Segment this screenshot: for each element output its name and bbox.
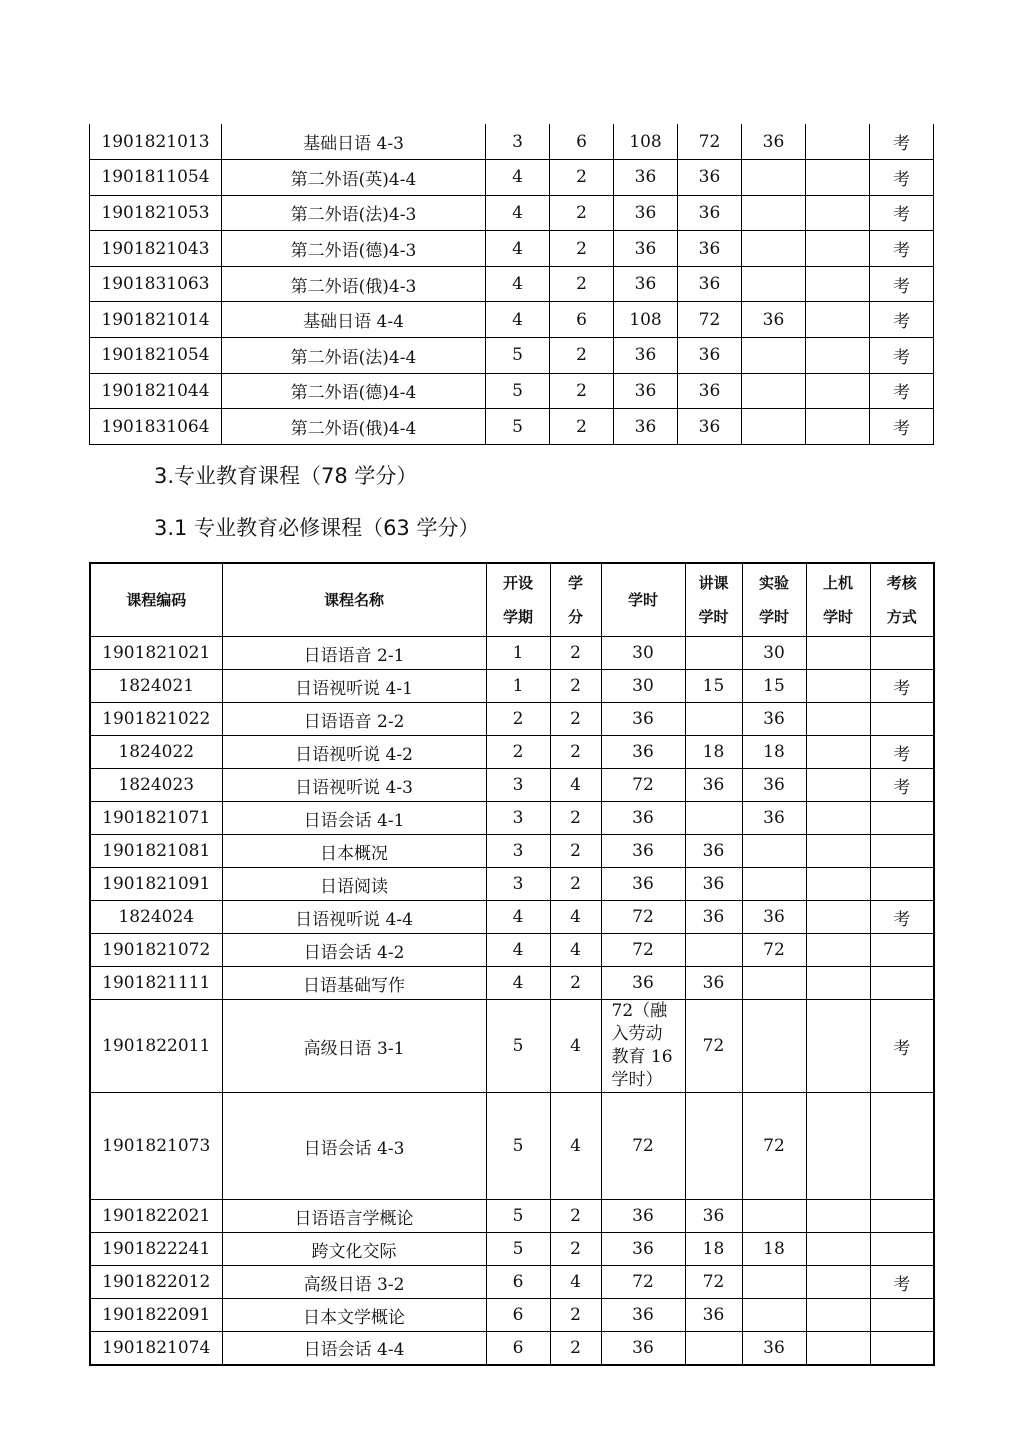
table-row <box>90 868 934 901</box>
cell-credits: 2 <box>550 703 601 736</box>
cell-semester: 5 <box>486 1233 550 1266</box>
cell-lab-hours <box>742 1299 806 1332</box>
cell-assessment: 考 <box>870 1266 934 1299</box>
cell-hours: 36 <box>614 266 678 302</box>
cell-course-code: 1901821071 <box>90 802 222 835</box>
cell-course-name: 第二外语(法)4-4 <box>222 338 486 374</box>
cell-lecture-hours: 36 <box>678 160 742 196</box>
cell-credits: 2 <box>550 736 601 769</box>
cell-course-code: 1901821073 <box>90 1093 222 1200</box>
cell-lab-hours: 18 <box>742 736 806 769</box>
cell-hours: 36 <box>614 160 678 196</box>
cell-course-name: 日语会话 4-4 <box>222 1332 486 1365</box>
cell-computer-hours <box>806 1000 870 1093</box>
cell-credits: 6 <box>550 302 614 338</box>
cell-course-code: 1901821054 <box>90 338 222 374</box>
table-row <box>90 1093 934 1200</box>
cell-computer-hours <box>806 160 870 196</box>
cell-semester: 5 <box>486 338 550 374</box>
cell-hours: 108 <box>614 302 678 338</box>
cell-lecture-hours: 18 <box>685 736 742 769</box>
cell-assessment <box>870 868 934 901</box>
cell-hours: 36 <box>614 373 678 409</box>
cell-computer-hours <box>806 231 870 267</box>
cell-computer-hours <box>806 338 870 374</box>
cell-hours: 30 <box>601 670 685 703</box>
cell-computer-hours <box>806 1266 870 1299</box>
cell-credits: 2 <box>550 373 614 409</box>
cell-course-name: 高级日语 3-1 <box>222 1000 486 1093</box>
cell-lecture-hours: 36 <box>678 231 742 267</box>
cell-course-code: 1901822011 <box>90 1000 222 1093</box>
cell-course-name: 日语视听说 4-2 <box>222 736 486 769</box>
cell-lecture-hours <box>685 637 742 670</box>
cell-computer-hours <box>806 195 870 231</box>
cell-computer-hours <box>806 302 870 338</box>
cell-assessment <box>870 1299 934 1332</box>
cell-assessment: 考 <box>870 231 934 267</box>
cell-course-name: 第二外语(法)4-3 <box>222 195 486 231</box>
cell-computer-hours <box>806 1332 870 1365</box>
cell-course-code: 1901821014 <box>90 302 222 338</box>
cell-semester: 5 <box>486 1000 550 1093</box>
cell-credits: 2 <box>550 868 601 901</box>
cell-course-name: 日语会话 4-3 <box>222 1093 486 1200</box>
cell-computer-hours <box>806 736 870 769</box>
cell-course-name: 日语语言学概论 <box>222 1200 486 1233</box>
cell-lab-hours <box>742 1200 806 1233</box>
cell-hours: 72 <box>601 769 685 802</box>
cell-lab-hours <box>742 160 806 196</box>
cell-computer-hours <box>806 868 870 901</box>
table-row <box>90 769 934 802</box>
header-hours: 学时 <box>601 563 685 637</box>
cell-assessment <box>870 835 934 868</box>
cell-course-code: 1901831064 <box>90 409 222 445</box>
cell-lecture-hours <box>685 802 742 835</box>
cell-credits: 2 <box>550 160 614 196</box>
cell-assessment: 考 <box>870 338 934 374</box>
cell-computer-hours <box>806 835 870 868</box>
cell-computer-hours <box>806 769 870 802</box>
cell-semester: 3 <box>486 802 550 835</box>
cell-course-name: 第二外语(德)4-4 <box>222 373 486 409</box>
cell-assessment: 考 <box>870 195 934 231</box>
cell-credits: 4 <box>550 1266 601 1299</box>
cell-lecture-hours: 36 <box>685 769 742 802</box>
cell-credits: 2 <box>550 637 601 670</box>
cell-semester: 4 <box>486 195 550 231</box>
cell-semester: 5 <box>486 373 550 409</box>
cell-hours: 36 <box>601 802 685 835</box>
table-row <box>90 231 934 267</box>
cell-credits: 4 <box>550 1093 601 1200</box>
cell-hours: 36 <box>601 1200 685 1233</box>
cell-semester: 6 <box>486 1332 550 1365</box>
cell-lecture-hours <box>685 703 742 736</box>
cell-hours: 36 <box>601 1299 685 1332</box>
cell-lab-hours <box>742 868 806 901</box>
cell-lecture-hours: 36 <box>678 409 742 445</box>
cell-lecture-hours: 72 <box>685 1000 742 1093</box>
cell-assessment <box>870 1093 934 1200</box>
header-credits: 学分 <box>550 563 601 637</box>
cell-semester: 3 <box>486 835 550 868</box>
cell-lab-hours: 36 <box>742 1332 806 1365</box>
cell-assessment <box>870 637 934 670</box>
cell-lecture-hours: 36 <box>678 266 742 302</box>
cell-assessment <box>870 703 934 736</box>
cell-assessment: 考 <box>870 769 934 802</box>
cell-assessment: 考 <box>870 901 934 934</box>
cell-credits: 4 <box>550 934 601 967</box>
header-lab-hours: 实验学时 <box>742 563 806 637</box>
cell-credits: 2 <box>550 409 614 445</box>
cell-credits: 4 <box>550 1000 601 1093</box>
cell-course-code: 1901822012 <box>90 1266 222 1299</box>
cell-lab-hours <box>742 195 806 231</box>
cell-credits: 4 <box>550 901 601 934</box>
header-semester: 开设学期 <box>486 563 550 637</box>
cell-computer-hours <box>806 1299 870 1332</box>
cell-semester: 5 <box>486 1200 550 1233</box>
cell-course-code: 1901821022 <box>90 703 222 736</box>
cell-lecture-hours <box>685 1093 742 1200</box>
cell-credits: 2 <box>550 670 601 703</box>
table-row <box>90 124 934 160</box>
table-row <box>90 338 934 374</box>
cell-semester: 4 <box>486 231 550 267</box>
cell-semester: 1 <box>486 670 550 703</box>
cell-course-name: 日语会话 4-2 <box>222 934 486 967</box>
table-row <box>90 934 934 967</box>
cell-course-code: 1901821053 <box>90 195 222 231</box>
table-row <box>90 1266 934 1299</box>
cell-lecture-hours: 36 <box>678 195 742 231</box>
cell-course-name: 第二外语(英)4-4 <box>222 160 486 196</box>
cell-computer-hours <box>806 1200 870 1233</box>
cell-hours: 36 <box>601 967 685 1000</box>
cell-course-code: 1901821072 <box>90 934 222 967</box>
cell-course-name: 第二外语(德)4-3 <box>222 231 486 267</box>
cell-credits: 2 <box>550 802 601 835</box>
cell-hours: 36 <box>601 868 685 901</box>
cell-assessment <box>870 1200 934 1233</box>
cell-lab-hours <box>742 835 806 868</box>
cell-semester: 3 <box>486 769 550 802</box>
table-row <box>90 736 934 769</box>
cell-hours: 36 <box>614 409 678 445</box>
cell-semester: 1 <box>486 637 550 670</box>
cell-hours: 36 <box>601 703 685 736</box>
cell-hours: 72（融入劳动教育 16 学时） <box>601 1000 685 1093</box>
cell-semester: 4 <box>486 934 550 967</box>
table-row <box>90 1000 934 1093</box>
cell-lecture-hours: 36 <box>685 901 742 934</box>
cell-lecture-hours: 36 <box>685 868 742 901</box>
cell-course-code: 1824023 <box>90 769 222 802</box>
cell-lab-hours <box>742 373 806 409</box>
cell-course-name: 日语视听说 4-1 <box>222 670 486 703</box>
cell-lecture-hours: 15 <box>685 670 742 703</box>
cell-semester: 4 <box>486 967 550 1000</box>
cell-lecture-hours: 18 <box>685 1233 742 1266</box>
cell-computer-hours <box>806 901 870 934</box>
cell-lab-hours: 36 <box>742 124 806 160</box>
cell-assessment: 考 <box>870 160 934 196</box>
cell-course-name: 第二外语(俄)4-3 <box>222 266 486 302</box>
cell-assessment: 考 <box>870 302 934 338</box>
cell-computer-hours <box>806 124 870 160</box>
cell-course-code: 1901821043 <box>90 231 222 267</box>
cell-course-code: 1901821074 <box>90 1332 222 1365</box>
cell-assessment: 考 <box>870 409 934 445</box>
cell-computer-hours <box>806 802 870 835</box>
cell-course-name: 日本概况 <box>222 835 486 868</box>
table-row <box>90 1200 934 1233</box>
continued-course-table <box>89 124 934 445</box>
cell-semester: 6 <box>486 1299 550 1332</box>
cell-lab-hours <box>742 231 806 267</box>
table-row <box>90 302 934 338</box>
cell-course-name: 日语视听说 4-3 <box>222 769 486 802</box>
cell-credits: 2 <box>550 1332 601 1365</box>
cell-course-name: 高级日语 3-2 <box>222 1266 486 1299</box>
cell-hours: 36 <box>601 1233 685 1266</box>
cell-lab-hours <box>742 1000 806 1093</box>
cell-course-name: 基础日语 4-4 <box>222 302 486 338</box>
table-row <box>90 670 934 703</box>
cell-course-name: 日语阅读 <box>222 868 486 901</box>
cell-computer-hours <box>806 409 870 445</box>
cell-credits: 6 <box>550 124 614 160</box>
cell-semester: 3 <box>486 124 550 160</box>
cell-course-name: 日语基础写作 <box>222 967 486 1000</box>
cell-lecture-hours: 36 <box>685 835 742 868</box>
table-row <box>90 373 934 409</box>
cell-assessment: 考 <box>870 373 934 409</box>
cell-assessment: 考 <box>870 124 934 160</box>
header-course-code: 课程编码 <box>90 563 222 637</box>
cell-assessment <box>870 1233 934 1266</box>
cell-hours: 72 <box>601 1266 685 1299</box>
cell-credits: 2 <box>550 338 614 374</box>
cell-credits: 2 <box>550 967 601 1000</box>
cell-lecture-hours: 72 <box>685 1266 742 1299</box>
cell-computer-hours <box>806 637 870 670</box>
cell-lab-hours: 36 <box>742 302 806 338</box>
cell-computer-hours <box>806 266 870 302</box>
cell-credits: 2 <box>550 1200 601 1233</box>
cell-hours: 72 <box>601 901 685 934</box>
cell-hours: 36 <box>614 195 678 231</box>
cell-lecture-hours <box>685 1332 742 1365</box>
cell-lab-hours: 36 <box>742 769 806 802</box>
cell-hours: 36 <box>601 835 685 868</box>
cell-computer-hours <box>806 670 870 703</box>
cell-course-code: 1901821091 <box>90 868 222 901</box>
cell-hours: 36 <box>614 338 678 374</box>
cell-lab-hours: 18 <box>742 1233 806 1266</box>
cell-lecture-hours: 36 <box>685 1200 742 1233</box>
cell-assessment: 考 <box>870 1000 934 1093</box>
cell-computer-hours <box>806 1233 870 1266</box>
cell-assessment: 考 <box>870 670 934 703</box>
cell-credits: 2 <box>550 1233 601 1266</box>
table-row <box>90 703 934 736</box>
cell-assessment <box>870 934 934 967</box>
required-course-table <box>89 562 935 1366</box>
cell-lab-hours <box>742 409 806 445</box>
table-row <box>90 901 934 934</box>
cell-credits: 2 <box>550 266 614 302</box>
cell-lab-hours: 15 <box>742 670 806 703</box>
cell-computer-hours <box>806 703 870 736</box>
cell-lab-hours: 30 <box>742 637 806 670</box>
cell-semester: 5 <box>486 1093 550 1200</box>
cell-semester: 4 <box>486 901 550 934</box>
table-row <box>90 266 934 302</box>
cell-course-code: 1901821021 <box>90 637 222 670</box>
table-row <box>90 409 934 445</box>
cell-hours: 36 <box>601 736 685 769</box>
cell-lecture-hours: 36 <box>685 967 742 1000</box>
cell-course-name: 日本文学概论 <box>222 1299 486 1332</box>
cell-hours: 30 <box>601 637 685 670</box>
cell-credits: 2 <box>550 835 601 868</box>
table-row <box>90 835 934 868</box>
cell-semester: 5 <box>486 409 550 445</box>
cell-course-name: 日语视听说 4-4 <box>222 901 486 934</box>
cell-hours: 72 <box>601 1093 685 1200</box>
cell-lab-hours: 72 <box>742 934 806 967</box>
cell-course-code: 1901822021 <box>90 1200 222 1233</box>
cell-course-name: 日语语音 2-1 <box>222 637 486 670</box>
cell-credits: 2 <box>550 195 614 231</box>
cell-semester: 4 <box>486 302 550 338</box>
cell-course-code: 1901811054 <box>90 160 222 196</box>
cell-lecture-hours: 72 <box>678 124 742 160</box>
cell-course-code: 1824021 <box>90 670 222 703</box>
cell-course-code: 1824022 <box>90 736 222 769</box>
cell-credits: 4 <box>550 769 601 802</box>
cell-course-name: 跨文化交际 <box>222 1233 486 1266</box>
cell-lab-hours: 36 <box>742 703 806 736</box>
cell-credits: 2 <box>550 231 614 267</box>
cell-course-code: 1901821013 <box>90 124 222 160</box>
header-lecture-hours: 讲课学时 <box>685 563 742 637</box>
cell-semester: 4 <box>486 160 550 196</box>
cell-lecture-hours: 36 <box>685 1299 742 1332</box>
cell-lab-hours: 36 <box>742 802 806 835</box>
cell-assessment <box>870 967 934 1000</box>
cell-course-name: 基础日语 4-3 <box>222 124 486 160</box>
cell-computer-hours <box>806 934 870 967</box>
cell-course-code: 1901822241 <box>90 1233 222 1266</box>
cell-lab-hours <box>742 1266 806 1299</box>
section-heading: 3.专业教育课程（78 学分） <box>154 464 418 488</box>
cell-credits: 2 <box>550 1299 601 1332</box>
cell-lab-hours: 72 <box>742 1093 806 1200</box>
table-row <box>90 967 934 1000</box>
cell-course-name: 日语会话 4-1 <box>222 802 486 835</box>
cell-semester: 6 <box>486 1266 550 1299</box>
cell-assessment: 考 <box>870 266 934 302</box>
cell-lab-hours <box>742 967 806 1000</box>
table-row <box>90 1233 934 1266</box>
cell-lecture-hours <box>685 934 742 967</box>
table-row <box>90 160 934 196</box>
cell-lab-hours: 36 <box>742 901 806 934</box>
cell-semester: 2 <box>486 736 550 769</box>
cell-assessment: 考 <box>870 736 934 769</box>
table-row <box>90 637 934 670</box>
cell-course-code: 1901831063 <box>90 266 222 302</box>
cell-course-code: 1901822091 <box>90 1299 222 1332</box>
cell-computer-hours <box>806 373 870 409</box>
cell-semester: 2 <box>486 703 550 736</box>
cell-hours: 108 <box>614 124 678 160</box>
table-header-row <box>90 563 934 637</box>
cell-course-code: 1824024 <box>90 901 222 934</box>
cell-lab-hours <box>742 266 806 302</box>
table-row <box>90 802 934 835</box>
header-assessment: 考核方式 <box>870 563 934 637</box>
cell-lab-hours <box>742 338 806 374</box>
cell-computer-hours <box>806 967 870 1000</box>
cell-course-name: 第二外语(俄)4-4 <box>222 409 486 445</box>
subsection-heading: 3.1 专业教育必修课程（63 学分） <box>154 516 480 540</box>
cell-computer-hours <box>806 1093 870 1200</box>
header-computer-hours: 上机学时 <box>806 563 870 637</box>
cell-hours: 36 <box>614 231 678 267</box>
cell-assessment <box>870 802 934 835</box>
cell-lecture-hours: 72 <box>678 302 742 338</box>
table-row <box>90 1299 934 1332</box>
cell-assessment <box>870 1332 934 1365</box>
cell-lecture-hours: 36 <box>678 338 742 374</box>
cell-hours: 72 <box>601 934 685 967</box>
table-row <box>90 1332 934 1365</box>
cell-course-code: 1901821081 <box>90 835 222 868</box>
cell-semester: 4 <box>486 266 550 302</box>
cell-hours: 36 <box>601 1332 685 1365</box>
cell-course-name: 日语语音 2-2 <box>222 703 486 736</box>
cell-lecture-hours: 36 <box>678 373 742 409</box>
cell-semester: 3 <box>486 868 550 901</box>
cell-course-code: 1901821044 <box>90 373 222 409</box>
cell-course-code: 1901821111 <box>90 967 222 1000</box>
table-row <box>90 195 934 231</box>
header-course-name: 课程名称 <box>222 563 486 637</box>
